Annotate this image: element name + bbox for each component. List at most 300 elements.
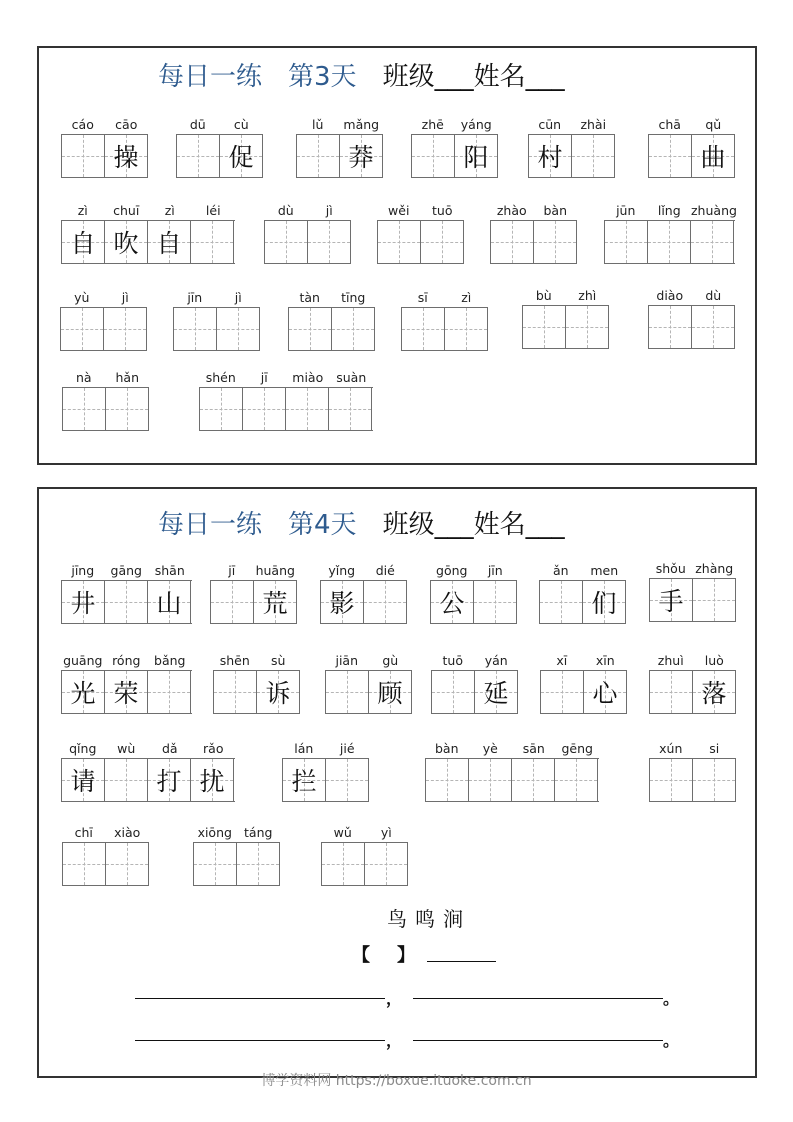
pinyin-label: shān (154, 563, 185, 578)
pinyin-label: yè (482, 741, 498, 756)
pinyin-label: jīng (71, 563, 95, 578)
pinyin-row (173, 285, 260, 305)
character-glyph: 阳 (463, 143, 489, 172)
character-cell[interactable] (62, 221, 105, 263)
pinyin-row (61, 736, 235, 756)
pinyin-row (320, 558, 407, 578)
character-glyph: 操 (113, 143, 139, 172)
worksheet-title (158, 62, 565, 92)
word-group (321, 820, 408, 886)
tianzige-grid (176, 134, 263, 178)
word-group (61, 112, 148, 178)
pinyin-label: jīn (187, 290, 203, 305)
pinyin-label: xiōng (197, 825, 232, 840)
pinyin-label: lán (294, 741, 314, 756)
character-glyph: 促 (228, 143, 254, 172)
pinyin-row (282, 736, 369, 756)
tianzige-grid (264, 220, 351, 264)
pinyin-label: róng (112, 653, 141, 668)
pinyin-label: cūn (538, 117, 562, 132)
character-cell[interactable] (540, 581, 583, 623)
character-cell[interactable] (412, 135, 455, 177)
tianzige-grid (648, 134, 735, 178)
tianzige-grid (377, 220, 464, 264)
pinyin-label: gāng (110, 563, 142, 578)
word-group (61, 198, 235, 264)
pinyin-label: rǎo (203, 741, 224, 756)
character-cell[interactable] (650, 671, 693, 713)
pinyin-label: dié (375, 563, 395, 578)
pinyin-label: shén (205, 370, 236, 385)
word-group (401, 285, 488, 351)
word-group (648, 112, 735, 178)
character-cell[interactable] (431, 581, 474, 623)
pinyin-row (425, 736, 599, 756)
pinyin-row (528, 112, 615, 132)
pinyin-label: qǐng (69, 741, 97, 756)
word-group (61, 648, 192, 714)
class-name-field[interactable]: 班级___姓名___ (382, 62, 565, 92)
character-cell[interactable] (105, 759, 148, 801)
character-cell[interactable] (62, 581, 105, 623)
character-cell[interactable] (421, 221, 464, 263)
pinyin-label: diào (656, 288, 684, 303)
character-cell[interactable] (432, 671, 475, 713)
character-cell[interactable] (329, 388, 372, 430)
pinyin-label: tuō (432, 203, 453, 218)
character-cell[interactable] (243, 388, 286, 430)
pinyin-row (539, 558, 626, 578)
pinyin-row (648, 283, 735, 303)
pinyin-label: jī (260, 370, 268, 385)
character-cell[interactable] (289, 308, 332, 350)
tianzige-grid (649, 670, 736, 714)
word-group (61, 558, 192, 624)
tianzige-grid (604, 220, 735, 264)
word-group (199, 365, 373, 431)
pinyin-row (648, 112, 735, 132)
character-cell[interactable] (177, 135, 220, 177)
character-cell[interactable] (148, 759, 191, 801)
character-cell[interactable] (693, 759, 736, 801)
title-daily-practice: 每日一练 (158, 510, 263, 540)
period: 。 (663, 989, 680, 1008)
pinyin-row (649, 556, 736, 576)
character-cell[interactable] (200, 388, 243, 430)
tianzige-grid (539, 580, 626, 624)
pinyin-row (296, 112, 383, 132)
pinyin-label: yì (380, 825, 392, 840)
pinyin-row (649, 648, 736, 668)
character-cell[interactable] (365, 843, 408, 885)
character-cell[interactable] (191, 759, 234, 801)
pinyin-row (62, 365, 149, 385)
pinyin-label: yán (484, 653, 508, 668)
poem-line-2a-blank[interactable] (135, 1040, 385, 1041)
pinyin-label: shēn (219, 653, 250, 668)
character-cell[interactable] (254, 581, 297, 623)
pinyin-row (61, 558, 192, 578)
character-cell[interactable] (529, 135, 572, 177)
tianzige-grid (540, 670, 627, 714)
pinyin-label: dǎ (161, 741, 178, 756)
character-cell[interactable] (605, 221, 648, 263)
character-glyph: 村 (537, 143, 563, 172)
character-cell[interactable] (105, 221, 148, 263)
character-cell[interactable] (455, 135, 498, 177)
pinyin-row (61, 648, 192, 668)
pinyin-label: zhào (496, 203, 527, 218)
word-group (377, 198, 464, 264)
pinyin-label: xiào (114, 825, 141, 840)
tianzige-grid (430, 580, 517, 624)
tianzige-grid (210, 580, 297, 624)
character-cell[interactable] (194, 843, 237, 885)
pinyin-label: cáo (71, 117, 94, 132)
pinyin-label: yáng (460, 117, 492, 132)
pinyin-label: xī (556, 653, 568, 668)
character-glyph: 延 (483, 679, 509, 708)
character-cell[interactable] (649, 306, 692, 348)
pinyin-label: táng (244, 825, 273, 840)
pinyin-label: jì (325, 203, 333, 218)
character-cell[interactable] (105, 135, 148, 177)
pinyin-label: wěi (388, 203, 410, 218)
worksheet-title (158, 510, 565, 540)
character-cell[interactable] (211, 581, 254, 623)
tianzige-grid (199, 387, 373, 431)
word-group (176, 112, 263, 178)
word-group (431, 648, 518, 714)
pinyin-label: zhì (578, 288, 597, 303)
tianzige-grid (522, 305, 609, 349)
pinyin-row (213, 648, 300, 668)
pinyin-label: dū (189, 117, 206, 132)
pinyin-label: chā (658, 117, 681, 132)
tianzige-grid (213, 670, 300, 714)
pinyin-label: zhē (421, 117, 444, 132)
poem-line-1b-blank[interactable] (413, 998, 663, 999)
character-cell[interactable] (491, 221, 534, 263)
word-group (604, 198, 735, 264)
pinyin-label: zì (164, 203, 175, 218)
tianzige-grid (61, 758, 235, 802)
pinyin-label: léi (205, 203, 221, 218)
word-group (648, 283, 735, 349)
word-group (264, 198, 351, 264)
footer-watermark: 博学资料网 https://boxue.ituoke.com.cn (261, 1073, 532, 1089)
character-cell[interactable] (62, 759, 105, 801)
character-cell[interactable] (650, 579, 693, 621)
character-cell[interactable] (308, 221, 351, 263)
tianzige-grid (320, 580, 407, 624)
pinyin-row (288, 285, 375, 305)
poem-line-1a-blank[interactable] (135, 998, 385, 999)
pinyin-label: cāo (115, 117, 138, 132)
character-glyph: 打 (156, 767, 182, 796)
pinyin-label: chī (74, 825, 93, 840)
character-cell[interactable] (105, 581, 148, 623)
character-glyph: 山 (156, 589, 182, 618)
pinyin-label: jì (121, 290, 129, 305)
tianzige-grid (296, 134, 383, 178)
pinyin-label: cù (233, 117, 249, 132)
pinyin-label: sān (522, 741, 545, 756)
pinyin-row (61, 198, 235, 218)
pinyin-row (321, 820, 408, 840)
word-group (649, 648, 736, 714)
pinyin-row (377, 198, 464, 218)
character-cell[interactable] (257, 671, 300, 713)
character-cell[interactable] (692, 306, 735, 348)
pinyin-row (60, 285, 147, 305)
word-group (425, 736, 599, 802)
tianzige-grid (60, 307, 147, 351)
character-glyph: 拦 (291, 767, 317, 796)
pinyin-label: jiān (335, 653, 359, 668)
character-cell[interactable] (475, 671, 518, 713)
pinyin-row (649, 736, 736, 756)
pinyin-label: gēng (561, 741, 593, 756)
word-group (490, 198, 577, 264)
tianzige-grid (61, 580, 192, 624)
pinyin-label: ǎn (552, 563, 569, 578)
character-glyph: 们 (591, 589, 617, 618)
author-blank[interactable] (427, 961, 496, 962)
character-cell[interactable] (649, 135, 692, 177)
pinyin-label: jīn (487, 563, 503, 578)
character-cell[interactable] (220, 135, 263, 177)
pinyin-label: luò (704, 653, 724, 668)
character-cell[interactable] (445, 308, 488, 350)
character-cell[interactable] (104, 308, 147, 350)
tianzige-grid (401, 307, 488, 351)
tianzige-grid (649, 758, 736, 802)
pinyin-label: qǔ (705, 117, 722, 132)
pinyin-label: sī (417, 290, 428, 305)
character-cell[interactable] (106, 843, 149, 885)
pinyin-label: bǎng (154, 653, 186, 668)
character-cell[interactable] (61, 308, 104, 350)
character-cell[interactable] (650, 759, 693, 801)
character-glyph: 顾 (377, 679, 403, 708)
character-cell[interactable] (426, 759, 469, 801)
title-day-label: 第4天 (288, 510, 357, 540)
bracket-open: 【 (352, 945, 370, 966)
character-cell[interactable] (62, 135, 105, 177)
character-cell[interactable] (555, 759, 598, 801)
character-glyph: 自 (156, 229, 182, 258)
pinyin-label: huāng (255, 563, 295, 578)
character-cell[interactable] (512, 759, 555, 801)
character-glyph: 影 (329, 589, 355, 618)
character-cell[interactable] (326, 671, 369, 713)
character-cell[interactable] (648, 221, 691, 263)
pinyin-row (431, 648, 518, 668)
character-cell[interactable] (584, 671, 627, 713)
tianzige-grid (61, 134, 148, 178)
pinyin-label: mǎng (343, 117, 380, 132)
pinyin-row (199, 365, 373, 385)
character-cell[interactable] (369, 671, 412, 713)
tianzige-grid (61, 670, 192, 714)
pinyin-label: si (709, 741, 720, 756)
pinyin-label: tīng (341, 290, 366, 305)
pinyin-label: tàn (299, 290, 320, 305)
character-cell[interactable] (326, 759, 369, 801)
pinyin-label: jūn (616, 203, 636, 218)
pinyin-label: shǒu (655, 561, 686, 576)
character-glyph: 扰 (199, 767, 225, 796)
tianzige-grid (411, 134, 498, 178)
character-glyph: 落 (701, 679, 727, 708)
character-cell[interactable] (237, 843, 280, 885)
character-cell[interactable] (106, 388, 149, 430)
character-cell[interactable] (691, 221, 734, 263)
character-cell[interactable] (583, 581, 626, 623)
word-group (288, 285, 375, 351)
tianzige-grid (62, 842, 149, 886)
pinyin-label: wù (117, 741, 136, 756)
bracket-close: 】 (397, 945, 415, 966)
pinyin-label: xīn (595, 653, 615, 668)
word-group (411, 112, 498, 178)
tianzige-grid (321, 842, 408, 886)
character-cell[interactable] (283, 759, 326, 801)
pinyin-label: lǔ (312, 117, 324, 132)
pinyin-row (411, 112, 498, 132)
character-cell[interactable] (364, 581, 407, 623)
character-cell[interactable] (297, 135, 340, 177)
word-group (296, 112, 383, 178)
tianzige-grid (648, 305, 735, 349)
pinyin-row (62, 820, 149, 840)
title-daily-practice: 每日一练 (158, 62, 263, 92)
character-cell[interactable] (322, 843, 365, 885)
character-cell[interactable] (105, 671, 148, 713)
character-cell[interactable] (469, 759, 512, 801)
character-glyph: 光 (70, 679, 96, 708)
pinyin-row (61, 112, 148, 132)
character-cell[interactable] (148, 671, 191, 713)
pinyin-label: yù (74, 290, 90, 305)
character-cell[interactable] (332, 308, 375, 350)
character-glyph: 莽 (348, 143, 374, 172)
poem-line-2b-blank[interactable] (413, 1040, 663, 1041)
pinyin-label: hǎn (115, 370, 139, 385)
character-cell[interactable] (693, 579, 736, 621)
character-cell[interactable] (62, 671, 105, 713)
pinyin-row (210, 558, 297, 578)
pinyin-row (401, 285, 488, 305)
character-cell[interactable] (340, 135, 383, 177)
word-group (62, 365, 149, 431)
tianzige-grid (61, 220, 235, 264)
word-group (282, 736, 369, 802)
comma: ， (386, 989, 403, 1008)
pinyin-row (176, 112, 263, 132)
character-cell[interactable] (321, 581, 364, 623)
character-glyph: 吹 (113, 229, 139, 258)
word-group (540, 648, 627, 714)
pinyin-label: bù (535, 288, 552, 303)
pinyin-label: zhuàng (691, 203, 737, 218)
character-cell[interactable] (474, 581, 517, 623)
character-cell[interactable] (534, 221, 577, 263)
tianzige-grid (193, 842, 280, 886)
pinyin-label: yǐng (328, 563, 356, 578)
pinyin-row (264, 198, 351, 218)
pinyin-row (604, 198, 735, 218)
character-cell[interactable] (148, 581, 191, 623)
character-cell[interactable] (174, 308, 217, 350)
character-glyph: 心 (592, 679, 618, 708)
tianzige-grid (62, 387, 149, 431)
pinyin-label: bàn (543, 203, 568, 218)
character-cell[interactable] (63, 388, 106, 430)
character-cell[interactable] (572, 135, 615, 177)
word-group (320, 558, 407, 624)
character-cell[interactable] (148, 221, 191, 263)
character-cell[interactable] (63, 843, 106, 885)
character-cell[interactable] (217, 308, 260, 350)
character-cell[interactable] (214, 671, 257, 713)
character-cell[interactable] (693, 671, 736, 713)
character-cell[interactable] (286, 388, 329, 430)
class-name-field[interactable]: 班级___姓名___ (382, 510, 565, 540)
character-glyph: 荣 (113, 679, 139, 708)
tianzige-grid (431, 670, 518, 714)
character-cell[interactable] (191, 221, 234, 263)
tianzige-grid (173, 307, 260, 351)
tianzige-grid (425, 758, 599, 802)
character-cell[interactable] (265, 221, 308, 263)
pinyin-label: zì (461, 290, 472, 305)
pinyin-row (540, 648, 627, 668)
pinyin-label: nà (75, 370, 92, 385)
word-group (325, 648, 412, 714)
comma: ， (386, 1031, 403, 1050)
pinyin-label: xún (659, 741, 683, 756)
character-cell[interactable] (541, 671, 584, 713)
word-group (522, 283, 609, 349)
pinyin-label: gù (382, 653, 399, 668)
word-group (649, 736, 736, 802)
character-cell[interactable] (402, 308, 445, 350)
character-cell[interactable] (692, 135, 735, 177)
pinyin-label: dù (277, 203, 294, 218)
pinyin-label: suàn (336, 370, 367, 385)
pinyin-label: miào (292, 370, 324, 385)
word-group (173, 285, 260, 351)
tianzige-grid (528, 134, 615, 178)
period: 。 (663, 1031, 680, 1050)
word-group (210, 558, 297, 624)
title-day-label: 第3天 (288, 62, 357, 92)
character-cell[interactable] (566, 306, 609, 348)
pinyin-row (430, 558, 517, 578)
character-cell[interactable] (378, 221, 421, 263)
word-group (528, 112, 615, 178)
tianzige-grid (490, 220, 577, 264)
pinyin-label: zì (77, 203, 88, 218)
pinyin-label: sù (271, 653, 286, 668)
character-cell[interactable] (523, 306, 566, 348)
word-group (539, 558, 626, 624)
word-group (649, 556, 736, 622)
word-group (193, 820, 280, 886)
tianzige-grid (282, 758, 369, 802)
